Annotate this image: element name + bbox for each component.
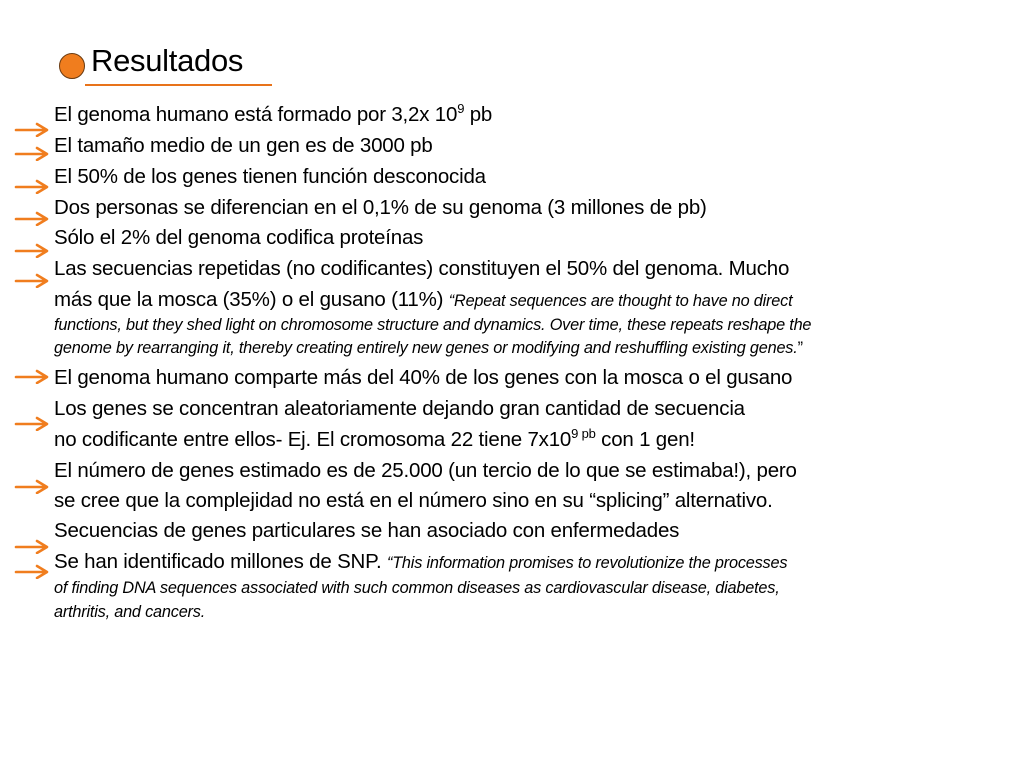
quote-text: “This information promises to revolutionize the processes — [386, 554, 788, 572]
arrow-right-icon — [14, 368, 50, 384]
quote-line: of finding DNA sequences associated with such common diseases as cardiovascular disease, diabetes, — [54, 579, 780, 597]
bullet-line: Los genes se concentran aleatoriamente dejando gran cantidad de secuencia — [54, 397, 745, 420]
bullet-line: más que la mosca (35%) o el gusano (11%) “Repeat sequences are thought to have no direct — [54, 288, 793, 311]
arrow-right-icon — [14, 145, 50, 161]
bullet-line: El genoma humano está formado por 3,2x $10^9$ pb — [54, 101, 493, 126]
bullet-line: Sólo el 2% del genoma codifica proteínas — [54, 226, 424, 249]
bullet-line: El número de genes estimado es de 25.000 (un tercio de lo que se estimaba!), pero — [54, 459, 797, 482]
bullet-line: El tamaño medio de un gen es de 3000 pb — [54, 134, 433, 157]
title-underline — [85, 84, 272, 86]
arrow-right-icon — [14, 121, 50, 137]
arrow-right-icon — [14, 178, 50, 194]
arrow-right-icon — [14, 415, 50, 431]
arrow-right-icon — [14, 478, 50, 494]
bullet-line: El genoma humano comparte más del 40% de los genes con la mosca o el gusano — [54, 366, 793, 389]
superscript: 9 pb — [571, 426, 596, 441]
arrow-right-icon — [14, 538, 50, 554]
quote-line: genome by rearranging it, thereby creating entirely new genes or modifying and reshuffling existing genes.” — [54, 339, 803, 357]
quote-line: functions, but they shed light on chromosome structure and dynamics. Over time, these repeats reshape the — [54, 316, 812, 334]
arrow-right-icon — [14, 563, 50, 579]
bullet-line: Secuencias de genes particulares se han asociado con enfermedades — [54, 519, 680, 542]
arrow-right-icon — [14, 242, 50, 258]
bullet-line: Se han identificado millones de SNP. “This information promises to revolutionize the processes — [54, 550, 788, 573]
bullet-line: Las secuencias repetidas (no codificantes) constituyen el 50% del genoma. Mucho — [54, 257, 790, 280]
bullet-line: no codificante entre ellos- Ej. El cromosoma 22 tiene $7x10^{9 pb}$ con 1 gen! — [54, 426, 695, 451]
slide-title: Resultados — [91, 43, 244, 78]
arrow-right-icon — [14, 210, 50, 226]
quote-line: arthritis, and cancers. — [54, 603, 206, 621]
bullet-line: El 50% de los genes tienen función desconocida — [54, 165, 486, 188]
quote-text: “Repeat sequences are thought to have no direct — [448, 292, 793, 310]
bullet-line: Dos personas se diferencian en el 0,1% de su genoma (3 millones de pb) — [54, 196, 707, 219]
bullet-line: se cree que la complejidad no está en el número sino en su “splicing” alternativo. — [54, 489, 773, 512]
superscript: 9 — [457, 101, 465, 116]
arrow-right-icon — [14, 272, 50, 288]
orange-bullet-icon — [59, 53, 85, 79]
